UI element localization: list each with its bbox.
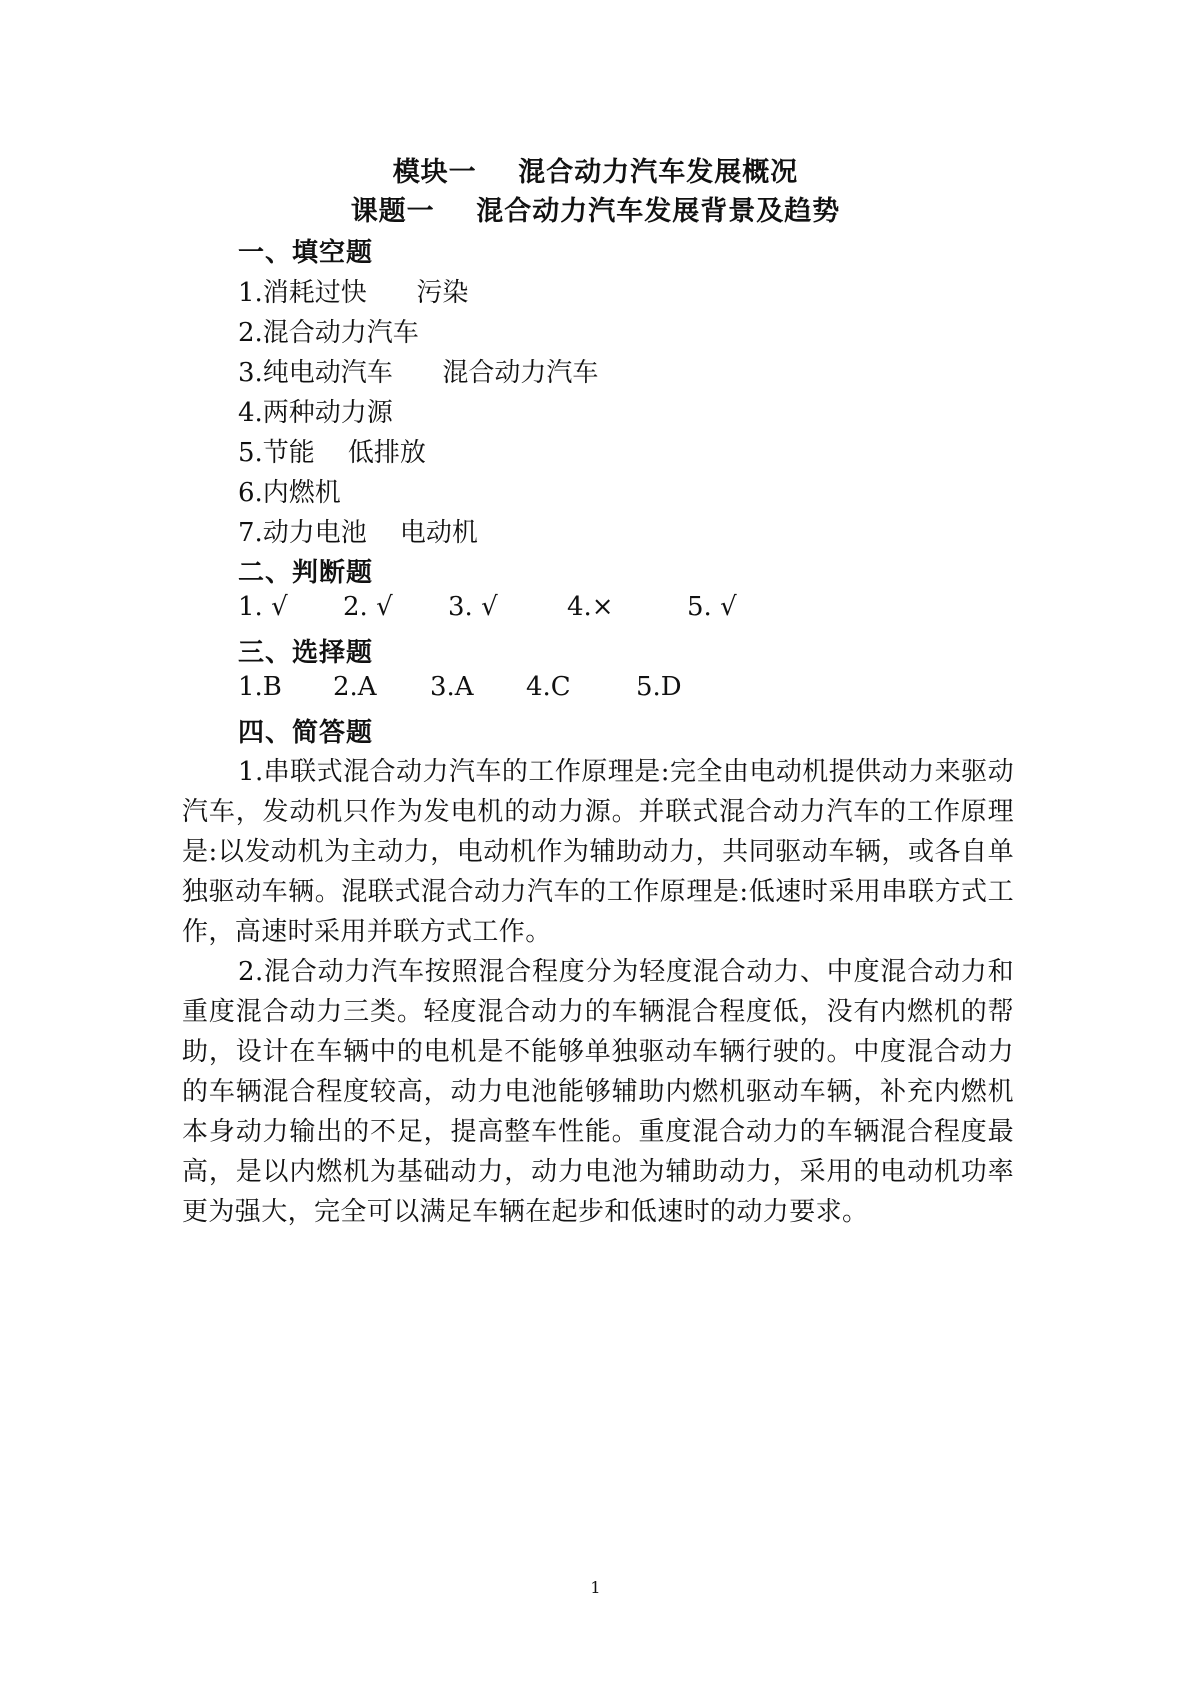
multiple-choice-answer-1: 1.B	[238, 672, 282, 702]
true-false-answer-5: 5. √	[687, 592, 737, 622]
fill-blank-answer-2: 2.混合动力汽车	[238, 318, 419, 348]
section-heading-fill-blank: 一、填空题	[238, 238, 374, 268]
short-answer-paragraph-2: 2.混合动力汽车按照混合程度分为轻度混合动力、中度混合动力和重度混合动力三类。轻度混合动力的车辆混合程度低，没有内燃机的帮助，设计在车辆中的电机是不能够单独驱动车辆行驶的。中度混合动力的车辆混合程度较高，动力电池能够辅助内燃机驱动车辆，补充内燃机本身动力输出的不足，提高整车性能。重度混合动力的车辆混合程度最高，是以内燃机为基础动力，动力电池为辅助动力，采用的电动机功率更为强大，完全可以满足车辆在起步和低速时的动力要求。	[182, 957, 1014, 1227]
multiple-choice-answer-3: 3.A	[430, 672, 474, 702]
fill-blank-answer-1: 1.消耗过快 污染	[238, 278, 469, 308]
multiple-choice-answer-2: 2.A	[333, 672, 377, 702]
section-heading-short-answer: 四、简答题	[238, 718, 374, 748]
fill-blank-answer-7: 7.动力电池 电动机	[238, 518, 478, 548]
fill-blank-answer-5: 5.节能 低排放	[238, 438, 426, 468]
true-false-answer-4: 4.×	[567, 592, 614, 622]
multiple-choice-answers	[0, 672, 1191, 706]
fill-blank-answer-6: 6.内燃机	[238, 478, 341, 508]
section-heading-true-false: 二、判断题	[238, 558, 374, 588]
true-false-answers	[0, 592, 1191, 626]
multiple-choice-answer-4: 4.C	[526, 672, 571, 702]
fill-blank-answer-4: 4.两种动力源	[238, 398, 393, 428]
multiple-choice-answer-5: 5.D	[636, 672, 682, 702]
true-false-answer-1: 1. √	[238, 592, 288, 622]
page-number: 1	[590, 1578, 601, 1597]
true-false-answer-2: 2. √	[343, 592, 393, 622]
short-answer-paragraph-1: 1.串联式混合动力汽车的工作原理是:完全由电动机提供动力来驱动汽车，发动机只作为发电机的动力源。并联式混合动力汽车的工作原理是:以发动机为主动力，电动机作为辅助动力，共同驱动车辆，或各自单独驱动车辆。混联式混合动力汽车的工作原理是:低速时采用串联方式工作，高速时采用并联方式工作。	[182, 757, 1014, 947]
section-heading-multiple-choice: 三、选择题	[238, 638, 374, 668]
lesson-title: 课题一 混合动力汽车发展背景及趋势	[350, 196, 841, 227]
true-false-answer-3: 3. √	[448, 592, 498, 622]
module-title: 模块一 混合动力汽车发展概况	[392, 157, 799, 188]
fill-blank-answer-3: 3.纯电动汽车 混合动力汽车	[238, 358, 599, 388]
